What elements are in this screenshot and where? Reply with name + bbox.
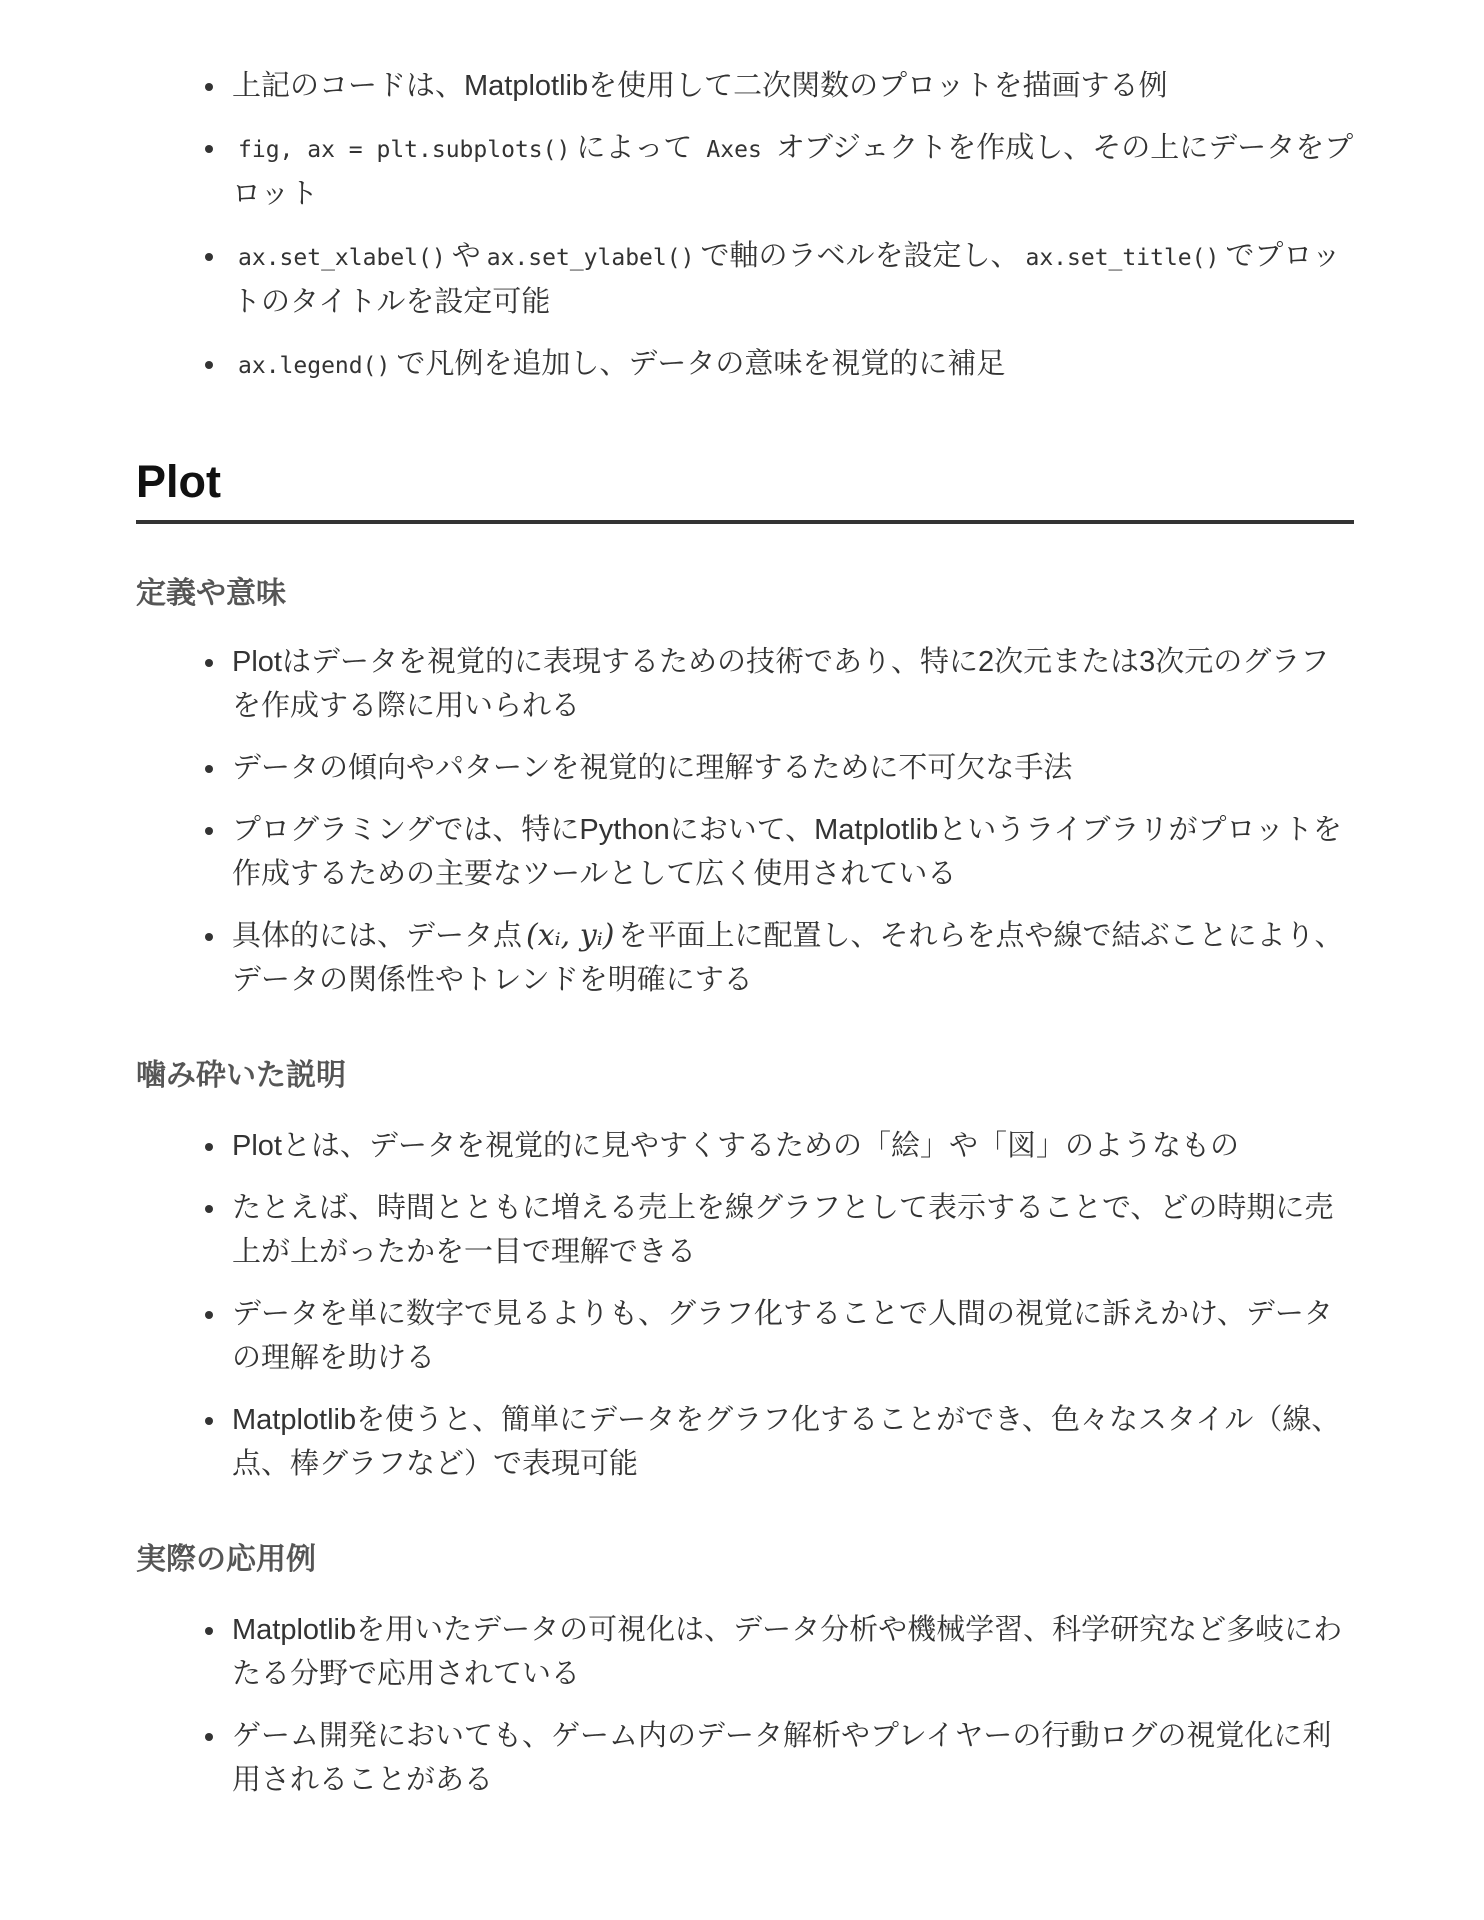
list-item-text: によって Axes オブジェクトを作成し、その上にデータをプロット [232, 132, 1354, 210]
bullet-icon [205, 1417, 213, 1425]
definition-heading: 定義や意味 [136, 577, 286, 610]
section-divider [136, 520, 1354, 524]
bullet-icon [205, 659, 213, 667]
list-item [136, 1714, 1354, 1802]
bullet-icon [205, 1627, 213, 1635]
list-item-text: Matplotlibを使うと、簡単にデータをグラフ化することができ、色々なスタイル（線、点、棒グラフなど）で表現可能 [232, 1404, 1341, 1480]
list-item [136, 640, 1354, 728]
bullet-icon [205, 253, 213, 261]
list-item [136, 1292, 1354, 1380]
list-item-text: 上記のコードは、Matplotlibを使用して二次関数のプロットを描画する例 [232, 70, 1168, 102]
applications-heading: 実際の応用例 [136, 1543, 316, 1576]
list-item-text: Plotはデータを視覚的に表現するための技術であり、特に2次元または3次元のグラフを作成する際に用いられる [232, 646, 1330, 722]
list-item-text: で凡例を追加し、データの意味を視覚的に補足 [396, 348, 1006, 380]
section-title: Plot [136, 456, 221, 507]
list-item-text: ゲーム開発においても、ゲーム内のデータ解析やプレイヤーの行動ログの視覚化に利用されることがある [232, 1720, 1332, 1796]
bullet-icon [205, 1205, 213, 1213]
list-item [136, 808, 1354, 896]
bullet-icon [205, 361, 213, 369]
list-item-text: で軸のラベルを設定し、 [700, 240, 1020, 272]
inline-code: fig, ax = plt.subplots() [238, 137, 571, 163]
list-item [136, 234, 1354, 324]
explanation-heading: 噛み砕いた説明 [136, 1059, 346, 1092]
list-item-text: たとえば、時間とともに増える売上を線グラフとして表示することで、どの時期に売上が上がったかを一目で理解できる [232, 1192, 1334, 1268]
bullet-icon [205, 1733, 213, 1741]
list-item [136, 1608, 1354, 1696]
list-item [136, 914, 1354, 1002]
list-item-text: データを単に数字で見るよりも、グラフ化することで人間の視覚に訴えかけ、データの理解を助ける [232, 1298, 1333, 1374]
inline-code: ax.set_xlabel() [238, 245, 446, 271]
list-item-text: Plotとは、データを視覚的に見やすくするための「絵」や「図」のようなもの [232, 1130, 1239, 1162]
inline-code: ax.set_title() [1025, 245, 1220, 271]
inline-code: ax.legend() [238, 353, 391, 379]
inline-code: ax.set_ylabel() [486, 245, 695, 271]
list-item-text: 具体的には、データ点 [232, 920, 523, 952]
list-item [136, 1186, 1354, 1274]
list-item-text: でプロットのタイトルを設定可能 [232, 240, 1341, 318]
bullet-icon [205, 1143, 213, 1151]
list-item-text: を平面上に配置し、それらを点や線で結ぶことにより、データの関係性やトレンドを明確にする [232, 920, 1344, 996]
list-item [136, 342, 1354, 388]
list-item-text: プログラミングでは、特にPythonにおいて、Matplotlibというライブラリがプロットを作成するための主要なツールとして広く使用されている [232, 814, 1342, 890]
list-item [136, 126, 1354, 216]
bullet-icon [205, 933, 213, 941]
bullet-icon [205, 83, 213, 91]
list-item-text: や [451, 240, 481, 272]
definition-list [136, 640, 1354, 1020]
applications-list [136, 1608, 1354, 1820]
math-expression: (xᵢ, yᵢ) [526, 918, 615, 953]
bullet-icon [205, 1311, 213, 1319]
list-item [136, 1398, 1354, 1486]
list-item [136, 1124, 1354, 1168]
inline-code: Axes [706, 137, 762, 163]
bullet-icon [205, 827, 213, 835]
list-item [136, 746, 1354, 790]
code-notes-list [136, 64, 1354, 406]
list-item-text: データの傾向やパターンを視覚的に理解するために不可欠な手法 [232, 752, 1073, 784]
list-item-text: Matplotlibを用いたデータの可視化は、データ分析や機械学習、科学研究など多岐にわたる分野で応用されている [232, 1614, 1343, 1690]
bullet-icon [205, 145, 213, 153]
explanation-list [136, 1124, 1354, 1504]
bullet-icon [205, 765, 213, 773]
list-item [136, 64, 1354, 108]
